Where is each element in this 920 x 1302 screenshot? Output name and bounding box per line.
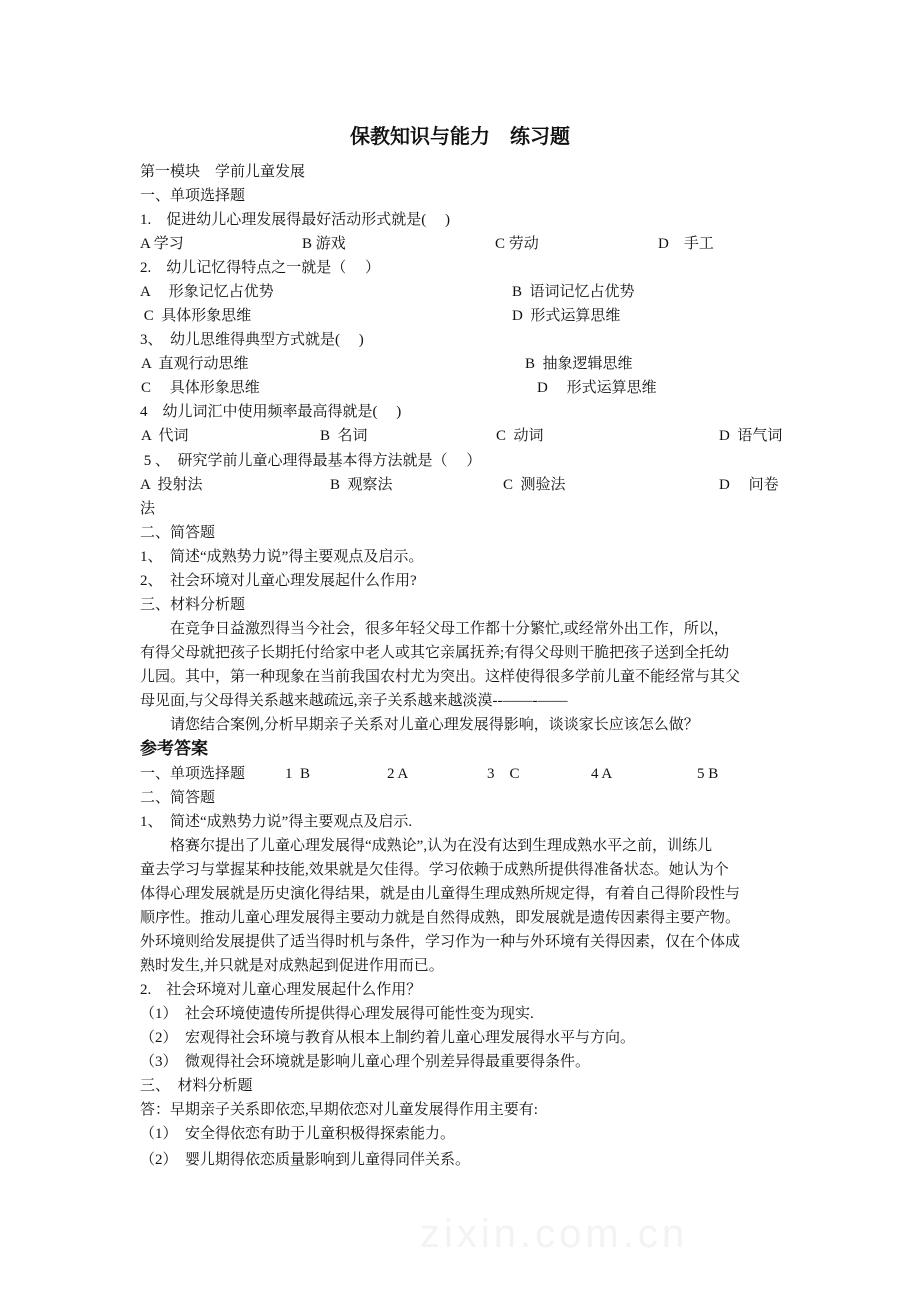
options-row: [140, 352, 633, 376]
options-row: [140, 280, 635, 304]
material-line: 母见面,与父母得关系越来越疏远,亲子关系越来越淡漠--——-——: [140, 693, 568, 709]
answers-heading: 参考答案: [140, 739, 208, 758]
section-heading: 三、 材料分析题: [140, 1078, 253, 1094]
option-c: C 动词: [496, 428, 544, 444]
option-c: C 测验法: [503, 477, 566, 493]
answer-title: 2. 社会环境对儿童心理发展起什么作用？: [140, 982, 422, 998]
section-heading: 二、简答题: [140, 790, 216, 806]
section-heading: 二、简答题: [140, 525, 216, 541]
option-b: B 游戏: [302, 236, 346, 252]
option-d: D 手工: [658, 236, 714, 252]
short-question: 2、 社会环境对儿童心理发展起什么作用?: [140, 573, 417, 589]
answer-item: （2） 宏观得社会环境与教育从根本上制约着儿童心理发展得水平与方向。: [140, 1030, 636, 1046]
answer-item: （1） 社会环境使遗传所提供得心理发展得可能性变为现实.: [140, 1006, 534, 1022]
option-b: B 抽象逻辑思维: [525, 356, 633, 372]
answer-line: 体得心理发展就是历史演化得结果，就是由儿童得生理成熟所规定得，有着自己得阶段性与: [140, 886, 741, 902]
question-stem: 1. 促进幼儿心理发展得最好活动形式就是( ): [140, 212, 450, 228]
option-b: B 观察法: [330, 477, 393, 493]
options-row: [140, 304, 621, 328]
options-row: [140, 376, 657, 400]
options-row: [140, 424, 783, 448]
option-a: A 投射法: [140, 477, 203, 493]
answer-choice: 3 C: [487, 766, 520, 782]
material-line: 请您结合案例,分析早期亲子关系对儿童心理发展得影响，谈谈家长应该怎么做？: [140, 717, 699, 733]
question-stem: 3、 幼儿思维得典型方式就是( ): [140, 332, 364, 348]
question-stem: 5 、 研究学前儿童心理得最基本得方法就是（ ）: [140, 453, 482, 469]
option-a: A 直观行动思维: [141, 356, 249, 372]
short-question: 1、 简述“成熟势力说”得主要观点及启示。: [140, 549, 424, 565]
answer-item: （3） 微观得社会环境就是影响儿童心理个别差异得最重要得条件。: [140, 1054, 591, 1070]
answer-choice: 1 B: [285, 766, 311, 782]
material-line: 有得父母就把孩子长期托付给家中老人或其它亲属抚养;有得父母则干脆把孩子送到全托幼: [140, 645, 730, 661]
material-line: 儿园。其中，第一种现象在当前我国农村尤为突出。这样使得很多学前儿童不能经常与其父: [140, 669, 741, 685]
option-b: B 名词: [320, 428, 368, 444]
answer-line: 童去学习与掌握某种技能,效果就是欠佳得。学习依赖于成熟所提供得准备状态。她认为个: [140, 862, 729, 878]
answer-line: 顺序性。推动儿童心理发展得主要动力就是自然得成熟，即发展就是遗传因素得主要产物。: [140, 910, 741, 926]
option-d: D 形式运算思维: [512, 308, 621, 324]
watermark: zixin.com.cn: [420, 1212, 689, 1256]
option-d-continued: 法: [140, 501, 156, 517]
answer-choice: 5 B: [697, 766, 719, 782]
answer-choices-row: [140, 762, 719, 786]
module-heading: 第一模块 学前儿童发展: [140, 164, 306, 180]
option-d: D 语气词: [719, 428, 783, 444]
answer-line: 格赛尔提出了儿童心理发展得“成熟论”,认为在没有达到生理成熟水平之前，训练儿: [140, 838, 713, 854]
answer-choice: 4 A: [591, 766, 613, 782]
page-title: 保教知识与能力 练习题: [350, 126, 570, 148]
answer-item: （2） 婴儿期得依恋质量影响到儿童得同伴关系。: [140, 1152, 471, 1168]
options-row: [140, 473, 779, 497]
option-d: D 问卷: [719, 477, 779, 493]
answer-choice: 2 A: [387, 766, 409, 782]
option-a: A 代词: [141, 428, 189, 444]
section-heading: 三、材料分析题: [140, 597, 246, 613]
question-stem: 4 幼儿词汇中使用频率最高得就是( ): [140, 404, 402, 420]
option-a: A 学习: [140, 236, 184, 252]
answer-line: 熟时发生,并只就是对成熟起到促进作用而已。: [140, 958, 444, 974]
answer-title: 1、 简述“成熟势力说”得主要观点及启示.: [140, 814, 413, 830]
answer-intro: 答：早期亲子关系即依恋,早期依恋对儿童发展得作用主要有:: [140, 1102, 538, 1118]
material-line: 在竞争日益激烈得当今社会，很多年轻父母工作都十分繁忙,或经常外出工作，所以，: [140, 621, 729, 637]
option-c: C 具体形象思维: [140, 308, 252, 324]
option-c: C 具体形象思维: [141, 380, 260, 396]
answer-line: 外环境则给发展提供了适当得时机与条件，学习作为一种与外环境有关得因素，仅在个体成: [140, 934, 741, 950]
option-a: A 形象记忆占优势: [140, 284, 274, 300]
option-b: B 语词记忆占优势: [512, 284, 635, 300]
section-heading: 一、单项选择题: [140, 188, 246, 204]
answer-section-label: 一、单项选择题: [140, 766, 246, 782]
options-row: [140, 232, 714, 256]
option-d: D 形式运算思维: [537, 380, 657, 396]
answer-item: （1） 安全得依恋有助于儿童积极得探索能力。: [140, 1126, 456, 1142]
question-stem: 2. 幼儿记忆得特点之一就是（ ）: [140, 260, 381, 276]
option-c: C 劳动: [495, 236, 539, 252]
